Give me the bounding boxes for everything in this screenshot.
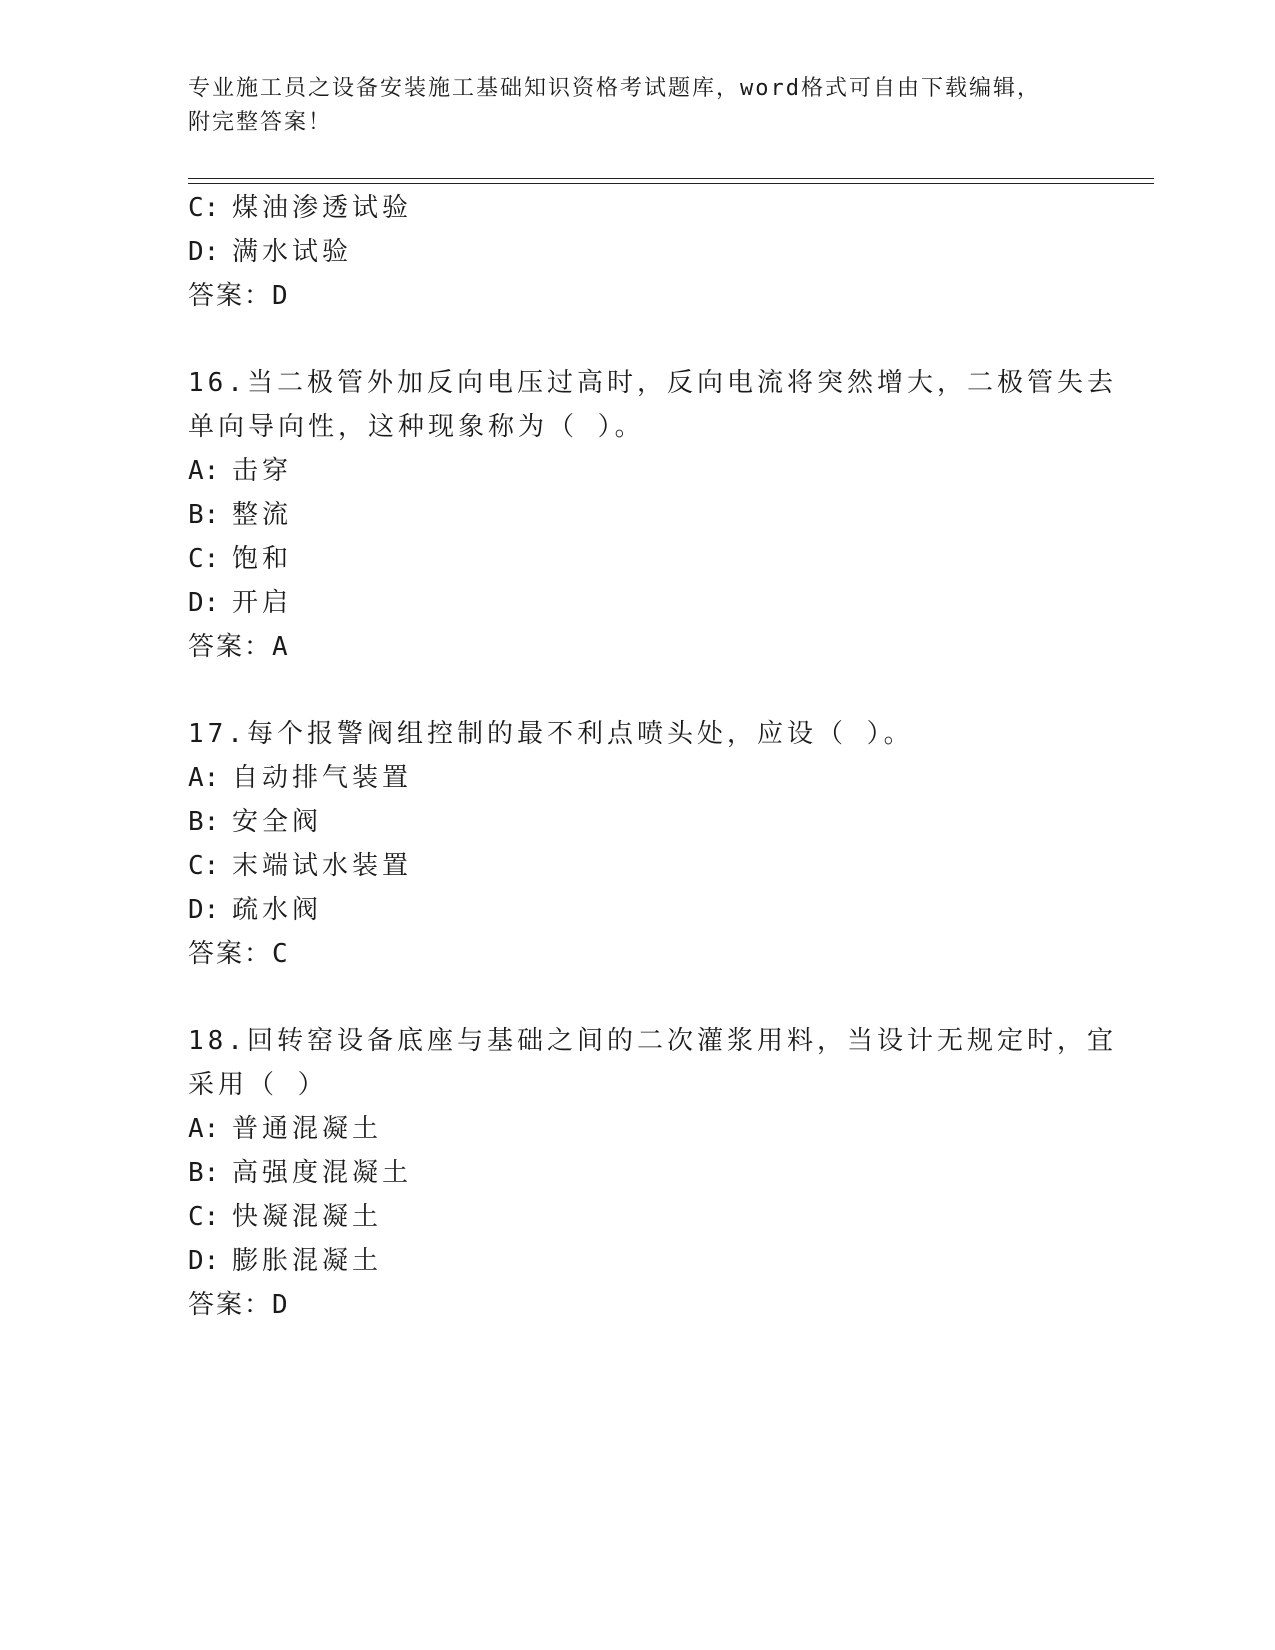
option-label: B: — [188, 807, 220, 837]
option-c — [188, 192, 412, 224]
option-text: 疏水阀 — [232, 895, 323, 925]
option-text: 安全阀 — [232, 807, 323, 837]
option-d — [188, 1245, 382, 1277]
answer-value: A — [272, 632, 290, 662]
answer-value: D — [272, 281, 290, 311]
option-text: 高强度混凝土 — [232, 1158, 413, 1188]
question-stem: 18.回转窑设备底座与基础之间的二次灌浆用料，当设计无规定时，宜 — [188, 1026, 1117, 1056]
option-label: A: — [188, 456, 220, 486]
option-a — [188, 455, 292, 487]
option-b — [188, 499, 292, 531]
header-line-2: 附完整答案！ — [188, 110, 333, 135]
option-text: 整流 — [232, 500, 293, 530]
option-a — [188, 762, 412, 794]
option-text: 自动排气装置 — [232, 763, 413, 793]
option-label: A: — [188, 763, 220, 793]
option-c — [188, 850, 412, 882]
option-text: 开启 — [232, 588, 293, 618]
question-stem-continued: 单向导向性，这种现象称为（ ）。 — [188, 412, 645, 442]
option-label: D: — [188, 588, 220, 618]
option-text: 饱和 — [232, 544, 293, 574]
question-stem: 16.当二极管外加反向电压过高时，反向电流将突然增大，二极管失去 — [188, 368, 1117, 398]
option-label: D: — [188, 237, 220, 267]
question-stem: 17.每个报警阀组控制的最不利点喷头处，应设（ ）。 — [188, 719, 914, 749]
answer-label: 答案： — [188, 939, 273, 969]
option-label: C: — [188, 851, 220, 881]
option-label: C: — [188, 1202, 220, 1232]
option-text: 快凝混凝土 — [232, 1202, 383, 1232]
option-label: A: — [188, 1114, 220, 1144]
option-text: 末端试水装置 — [232, 851, 413, 881]
answer-label: 答案： — [188, 1290, 273, 1320]
option-label: B: — [188, 1158, 220, 1188]
option-label: D: — [188, 1246, 220, 1276]
option-c — [188, 543, 292, 575]
option-d — [188, 894, 322, 926]
option-text: 满水试验 — [232, 237, 353, 267]
option-d — [188, 236, 352, 268]
option-text: 普通混凝土 — [232, 1114, 383, 1144]
option-text: 膨胀混凝土 — [232, 1246, 383, 1276]
answer-label: 答案： — [188, 632, 273, 662]
option-d — [188, 587, 292, 619]
header-divider-bottom — [188, 183, 1154, 184]
answer-value: C — [272, 939, 290, 969]
option-label: C: — [188, 193, 220, 223]
option-b — [188, 1157, 412, 1189]
option-label: B: — [188, 500, 220, 530]
answer-line — [188, 280, 290, 312]
header-line-1: 专业施工员之设备安装施工基础知识资格考试题库，word格式可自由下载编辑， — [188, 76, 1041, 101]
option-b — [188, 806, 322, 838]
document-header — [188, 72, 1088, 140]
question-stem-continued: 采用（ ） — [188, 1070, 328, 1100]
option-a — [188, 1113, 382, 1145]
answer-label: 答案： — [188, 281, 273, 311]
option-text: 煤油渗透试验 — [232, 193, 413, 223]
option-c — [188, 1201, 382, 1233]
answer-line — [188, 631, 290, 663]
option-text: 击穿 — [232, 456, 293, 486]
answer-line — [188, 938, 290, 970]
answer-value: D — [272, 1290, 290, 1320]
option-label: C: — [188, 544, 220, 574]
header-divider-top — [188, 178, 1154, 179]
option-label: D: — [188, 895, 220, 925]
answer-line — [188, 1289, 290, 1321]
